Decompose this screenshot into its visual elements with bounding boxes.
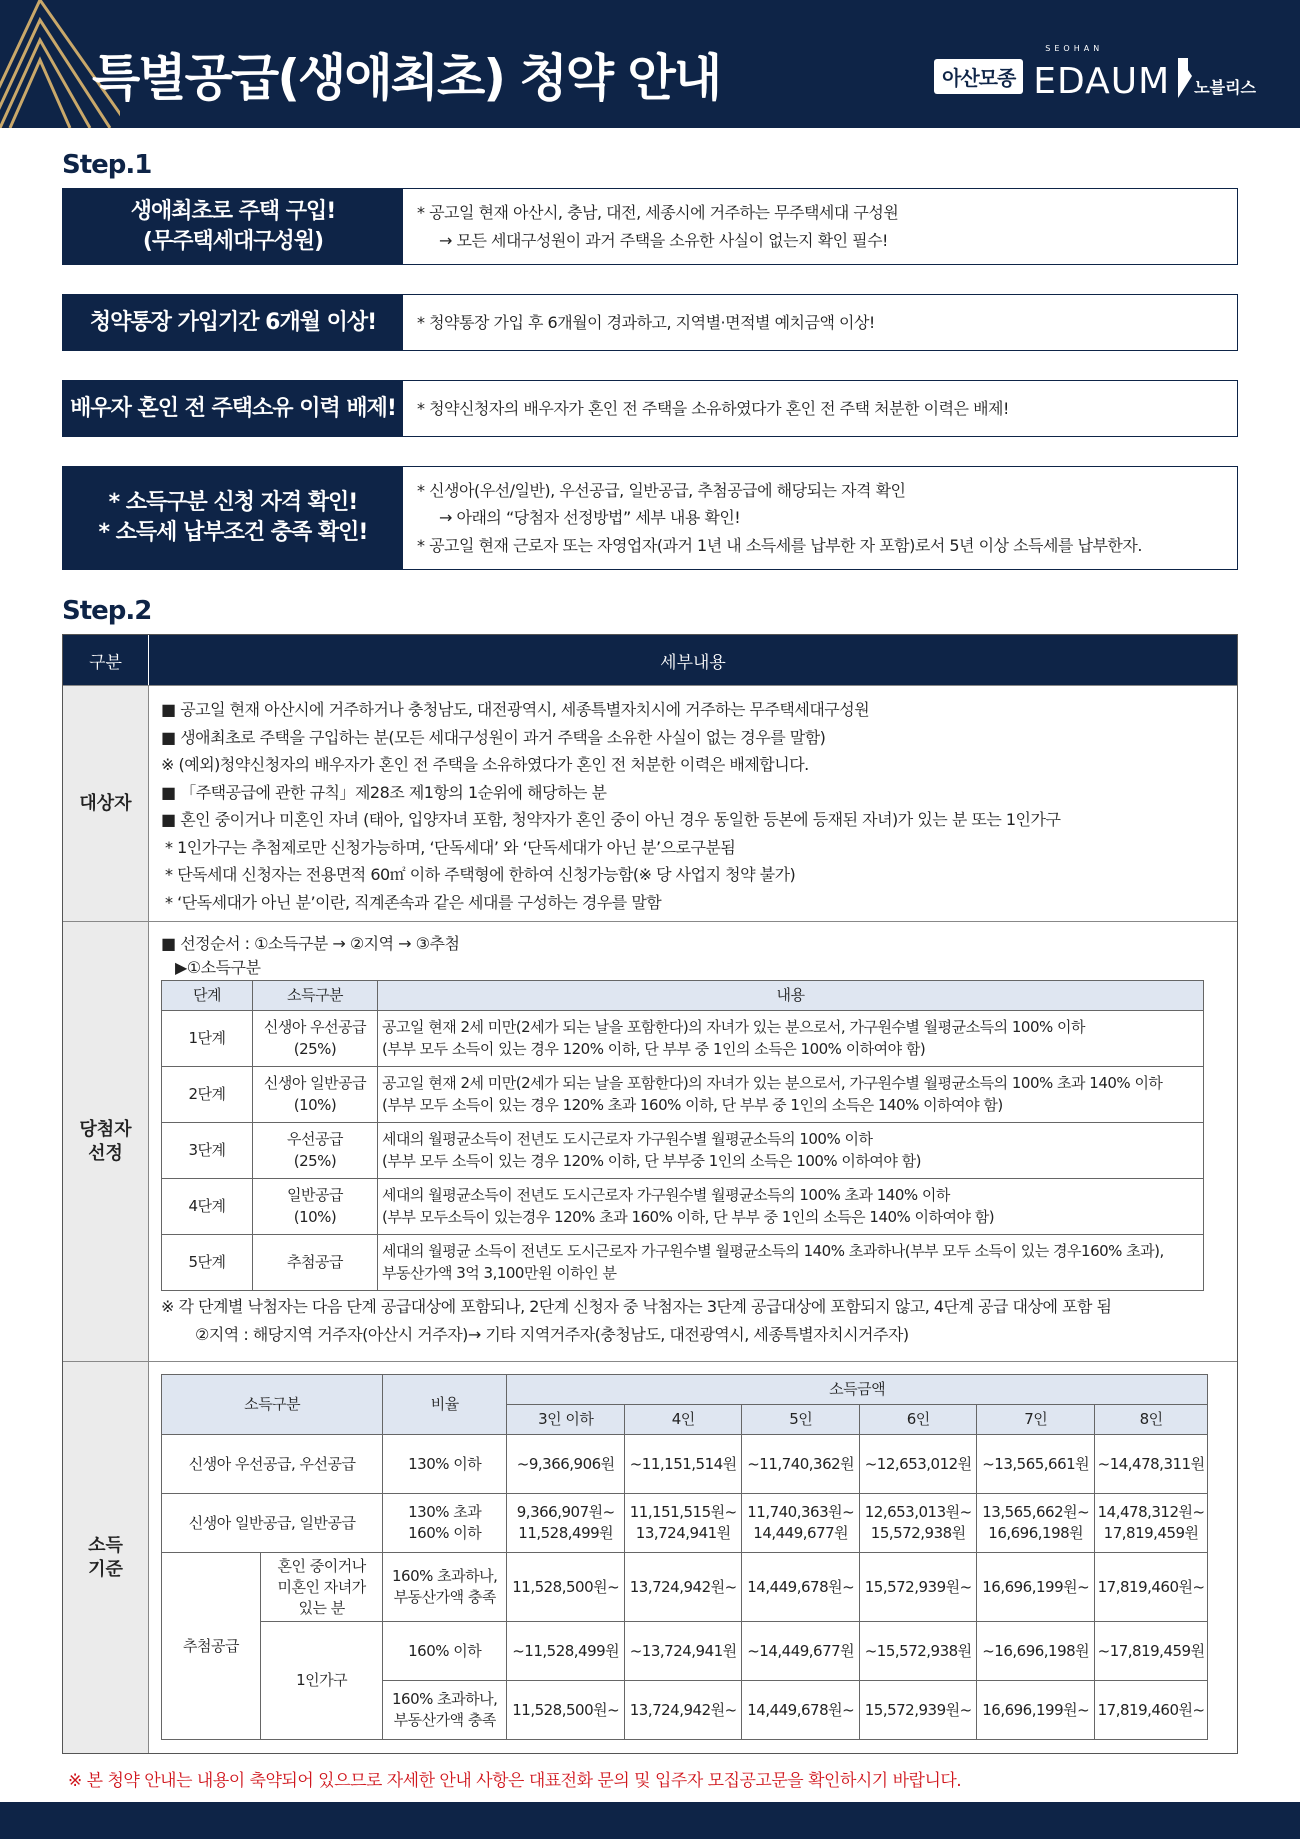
cell-amount: ~15,572,938원: [860, 1622, 977, 1681]
cell-amount: 16,696,199원~: [977, 1681, 1095, 1740]
cell-amount: 15,572,939원~: [860, 1553, 977, 1622]
cell-amount: 15,572,939원~: [860, 1681, 977, 1740]
cell-lottery-label: 추첨공급: [162, 1553, 261, 1740]
row-income: [63, 1361, 1237, 1753]
cell-stage: 1단계: [162, 1011, 253, 1067]
table-row: [162, 1235, 1204, 1291]
step1-box-title: 청약통장 가입기간 6개월 이상!: [63, 295, 403, 350]
label-line: 기준: [88, 1558, 123, 1580]
label-line: 당첨자: [79, 1119, 132, 1141]
cell-amount: 17,819,460원~: [1095, 1681, 1208, 1740]
th-income-type: 소득구분: [162, 1375, 383, 1435]
footer-bar: [0, 1802, 1300, 1839]
cell-amount: ~13,724,941원: [625, 1622, 742, 1681]
target-line: ■ 생애최초로 주택을 구입하는 분(모든 세대구성원이 과거 주택을 소유한 사실이 없는 경우를 말함): [161, 727, 826, 747]
step1-box-title: [63, 467, 403, 569]
cell-amount: ~13,565,661원: [977, 1435, 1095, 1494]
step2-label: Step.2: [62, 596, 152, 626]
header-category: 구분: [63, 635, 149, 685]
cell-amount: ~9,366,906원: [507, 1435, 625, 1494]
cell-ratio: 160% 이하: [383, 1622, 507, 1681]
step1-box-desc: [403, 467, 1237, 569]
logo-noblis-text: 노블리스: [1194, 78, 1256, 97]
logo-badge: 아산모종: [934, 59, 1023, 94]
step1-box-title: 배우자 혼인 전 주택소유 이력 배제!: [63, 381, 403, 436]
row-body: [149, 922, 1237, 1361]
cell-type: 신생아 일반공급, 일반공급: [162, 1494, 383, 1553]
footer-note: ※ 본 청약 안내는 내용이 축약되어 있으므로 자세한 안내 사항은 대표전화 문의 및 입주자 모집공고문을 확인하시기 바랍니다.: [68, 1771, 962, 1791]
title-line: (무주택세대구성원): [142, 228, 324, 254]
cell-amount: ~11,740,362원: [742, 1435, 860, 1494]
cell-content: 세대의 월평균소득이 전년도 도시근로자 가구원수별 월평균소득의 100% 초과 140% 이하 (부부 모두소득이 있는경우 120% 초과 160% 이하, 단 부부 중 1인의 소득은 140% 이하여야 함): [378, 1179, 1204, 1235]
brand-logo: [934, 40, 1256, 100]
target-line: * 1인가구는 추첨제로만 신청가능하며, ‘단독세대’ 와 ‘단독세대가 아닌 분’으로구분됨: [165, 837, 736, 857]
cell-stage: 3단계: [162, 1123, 253, 1179]
cell-content: 세대의 월평균소득이 전년도 도시근로자 가구원수별 월평균소득의 100% 이하 (부부 모두 소득이 있는 경우 120% 이하, 단 부부중 1인의 소득은 100% 이하여야 함): [378, 1123, 1204, 1179]
selection-order: ■ 선정순서 : ①소득구분 → ②지역 → ③추첨: [161, 934, 460, 953]
cell-ratio: 160% 초과하나, 부동산가액 충족: [383, 1681, 507, 1740]
cell-type: 신생아 일반공급 (10%): [253, 1067, 378, 1123]
logo-wordmark: [1033, 44, 1256, 102]
step1-box-desc: [403, 381, 1237, 436]
cell-amount: ~14,449,677원: [742, 1622, 860, 1681]
cell-subtype: 혼인 중이거나 미혼인 자녀가 있는 분: [261, 1553, 383, 1622]
cell-content: 공고일 현재 2세 미만(2세가 되는 날을 포함한다)의 자녀가 있는 분으로서, 가구원수별 월평균소득의 100% 이하 (부부 모두 소득이 있는 경우 120% 이하, 단 부부 중 1인의 소득은 100% 이하여야 함): [378, 1011, 1204, 1067]
th-stage: 단계: [162, 981, 253, 1011]
cell-amount: ~11,151,514원: [625, 1435, 742, 1494]
table-header-row: [162, 1375, 1208, 1405]
cell-subtype: 1인가구: [261, 1622, 383, 1740]
cell-type: 추첨공급: [253, 1235, 378, 1291]
target-line: * ‘단독세대가 아닌 분’이란, 직계존속과 같은 세대를 구성하는 경우를 말함: [165, 892, 662, 912]
target-line: * 단독세대 신청자는 전용면적 60㎡ 이하 주택형에 한하여 신청가능함(※ 당 사업지 청약 불가): [165, 865, 796, 885]
row-body: [149, 1362, 1237, 1753]
row-label: [63, 1362, 149, 1753]
target-line: ■ 「주택공급에 관한 규칙」제28조 제1항의 1순위에 해당하는 분: [161, 782, 607, 802]
logo-mark-icon: [1174, 56, 1192, 100]
desc-line: * 공고일 현재 근로자 또는 자영업자(과거 1년 내 소득세를 납부한 자 포함)로서 5년 이상 소득세를 납부한자.: [417, 535, 1142, 555]
desc-line: * 공고일 현재 아산시, 충남, 대전, 세종시에 거주하는 무주택세대 구성원: [417, 203, 899, 223]
table-row: [162, 1123, 1204, 1179]
cell-type: 우선공급 (25%): [253, 1123, 378, 1179]
cell-amount: ~12,653,012원: [860, 1435, 977, 1494]
table-row: [162, 1622, 1208, 1681]
table-header-row: [162, 981, 1204, 1011]
th-household-size: 3인 이하: [507, 1405, 625, 1435]
cell-type: 신생아 우선공급, 우선공급: [162, 1435, 383, 1494]
step1-box-spouse: [62, 380, 1238, 437]
step1-box-account: [62, 294, 1238, 351]
logo-seohan-text: SEOHAN: [1045, 44, 1104, 53]
cell-amount: 16,696,199원~: [977, 1553, 1095, 1622]
cell-ratio: 130% 이하: [383, 1435, 507, 1494]
step1-box-title: [63, 189, 403, 264]
step1-box-first-home: [62, 188, 1238, 265]
cell-ratio: 160% 초과하나, 부동산가액 충족: [383, 1553, 507, 1622]
row-body: [149, 686, 1237, 921]
logo-edaum-text: EDAUM: [1033, 61, 1171, 102]
cell-amount: 11,528,500원~: [507, 1681, 625, 1740]
step2-table-header: [63, 635, 1237, 685]
table-row: [162, 1553, 1208, 1622]
cell-amount: 11,151,515원~ 13,724,941원: [625, 1494, 742, 1553]
page-title: 특별공급(생애최초) 청약 안내: [92, 49, 721, 107]
row-target: [63, 685, 1237, 921]
cell-amount: 12,653,013원~ 15,572,938원: [860, 1494, 977, 1553]
step1-label: Step.1: [62, 150, 152, 180]
cell-amount: ~14,478,311원: [1095, 1435, 1208, 1494]
cell-type: 일반공급 (10%): [253, 1179, 378, 1235]
th-amount: 소득금액: [507, 1375, 1208, 1405]
title-line: * 소득구분 신청 자격 확인!: [108, 490, 358, 516]
step1-box-desc: [403, 295, 1237, 350]
cell-amount: 13,724,942원~: [625, 1553, 742, 1622]
cell-amount: ~17,819,459원: [1095, 1622, 1208, 1681]
cell-amount: 13,724,942원~: [625, 1681, 742, 1740]
cell-amount: 11,740,363원~ 14,449,677원: [742, 1494, 860, 1553]
cell-content: 세대의 월평균 소득이 전년도 도시근로자 가구원수별 월평균소득의 140% 초과하나(부부 모두 소득이 있는 경우160% 초과), 부동산가액 3억 3,100만원 이하인 분: [378, 1235, 1204, 1291]
target-line: ※ (예외)청약신청자의 배우자가 혼인 전 주택을 소유하였다가 혼인 전 처분한 이력은 배제합니다.: [161, 755, 809, 775]
page-header: [0, 0, 1300, 128]
th-ratio: 비율: [383, 1375, 507, 1435]
th-household-size: 4인: [625, 1405, 742, 1435]
selection-note: ②지역 : 해당지역 거주자(아산시 거주자)→ 기타 지역거주자(충청남도, 대전광역시, 세종특별자치시거주자): [195, 1324, 909, 1344]
table-row: [162, 1494, 1208, 1553]
selection-sub: ▶①소득구분: [175, 957, 261, 977]
table-row: [162, 1011, 1204, 1067]
desc-line: → 아래의 “당첨자 선정방법” 세부 내용 확인!: [439, 508, 741, 528]
cell-amount: 11,528,500원~: [507, 1553, 625, 1622]
th-household-size: 8인: [1095, 1405, 1208, 1435]
step1-box-desc: [403, 189, 1237, 264]
cell-ratio: 130% 초과 160% 이하: [383, 1494, 507, 1553]
cell-amount: ~11,528,499원: [507, 1622, 625, 1681]
th-type: 소득구분: [253, 981, 378, 1011]
label-line: 선정: [88, 1142, 123, 1164]
desc-line: * 청약통장 가입 후 6개월이 경과하고, 지역별·면적별 예치금액 이상!: [417, 312, 875, 332]
desc-line: * 청약신청자의 배우자가 혼인 전 주택을 소유하였다가 혼인 전 주택 처분한 이력은 배제!: [417, 398, 1009, 418]
cell-content: 공고일 현재 2세 미만(2세가 되는 날을 포함한다)의 자녀가 있는 분으로서, 가구원수별 월평균소득의 100% 초과 140% 이하 (부부 모두 소득이 있는 경우 120% 초과 160% 이하, 단 부부 중 1인의 소득은 140% 이하여야 함): [378, 1067, 1204, 1123]
cell-stage: 2단계: [162, 1067, 253, 1123]
row-selection: [63, 921, 1237, 1361]
income-amount-table: [161, 1374, 1208, 1740]
step2-table: [62, 634, 1238, 1754]
table-row: [162, 1435, 1208, 1494]
row-label: [63, 922, 149, 1361]
cell-stage: 5단계: [162, 1235, 253, 1291]
row-label: 대상자: [63, 686, 149, 921]
table-row: [162, 1067, 1204, 1123]
label-line: 소득: [88, 1535, 123, 1557]
target-line: ■ 혼인 중이거나 미혼인 자녀 (태아, 입양자녀 포함, 청약자가 혼인 중이 아닌 경우 동일한 등본에 등재된 자녀)가 있는 분 또는 1인가구: [161, 810, 1061, 830]
th-household-size: 7인: [977, 1405, 1095, 1435]
desc-line: → 모든 세대구성원이 과거 주택을 소유한 사실이 없는지 확인 필수!: [439, 230, 888, 250]
title-line: 생애최초로 주택 구입!: [130, 198, 336, 224]
cell-amount: 13,565,662원~ 16,696,198원: [977, 1494, 1095, 1553]
target-line: ■ 공고일 현재 아산시에 거주하거나 충청남도, 대전광역시, 세종특별자치시에 거주하는 무주택세대구성원: [161, 700, 870, 719]
th-household-size: 5인: [742, 1405, 860, 1435]
cell-stage: 4단계: [162, 1179, 253, 1235]
cell-amount: 14,478,312원~ 17,819,459원: [1095, 1494, 1208, 1553]
income-stage-table: [161, 980, 1204, 1291]
title-line: * 소득세 납부조건 충족 확인!: [98, 520, 368, 545]
cell-amount: 14,449,678원~: [742, 1681, 860, 1740]
cell-amount: ~16,696,198원: [977, 1622, 1095, 1681]
table-row: [162, 1179, 1204, 1235]
desc-line: * 신생아(우선/일반), 우선공급, 일반공급, 추첨공급에 해당되는 자격 확인: [417, 481, 906, 501]
cell-amount: 9,366,907원~ 11,528,499원: [507, 1494, 625, 1553]
cell-amount: 17,819,460원~: [1095, 1553, 1208, 1622]
cell-type: 신생아 우선공급 (25%): [253, 1011, 378, 1067]
cell-amount: 14,449,678원~: [742, 1553, 860, 1622]
selection-note: ※ 각 단계별 낙첨자는 다음 단계 공급대상에 포함되나, 2단계 신청자 중 낙첨자는 3단계 공급대상에 포함되지 않고, 4단계 공급 대상에 포함 됨: [161, 1297, 1112, 1317]
th-household-size: 6인: [860, 1405, 977, 1435]
header-details: 세부내용: [660, 652, 726, 673]
step1-box-income: [62, 466, 1238, 570]
th-content: 내용: [378, 981, 1204, 1011]
